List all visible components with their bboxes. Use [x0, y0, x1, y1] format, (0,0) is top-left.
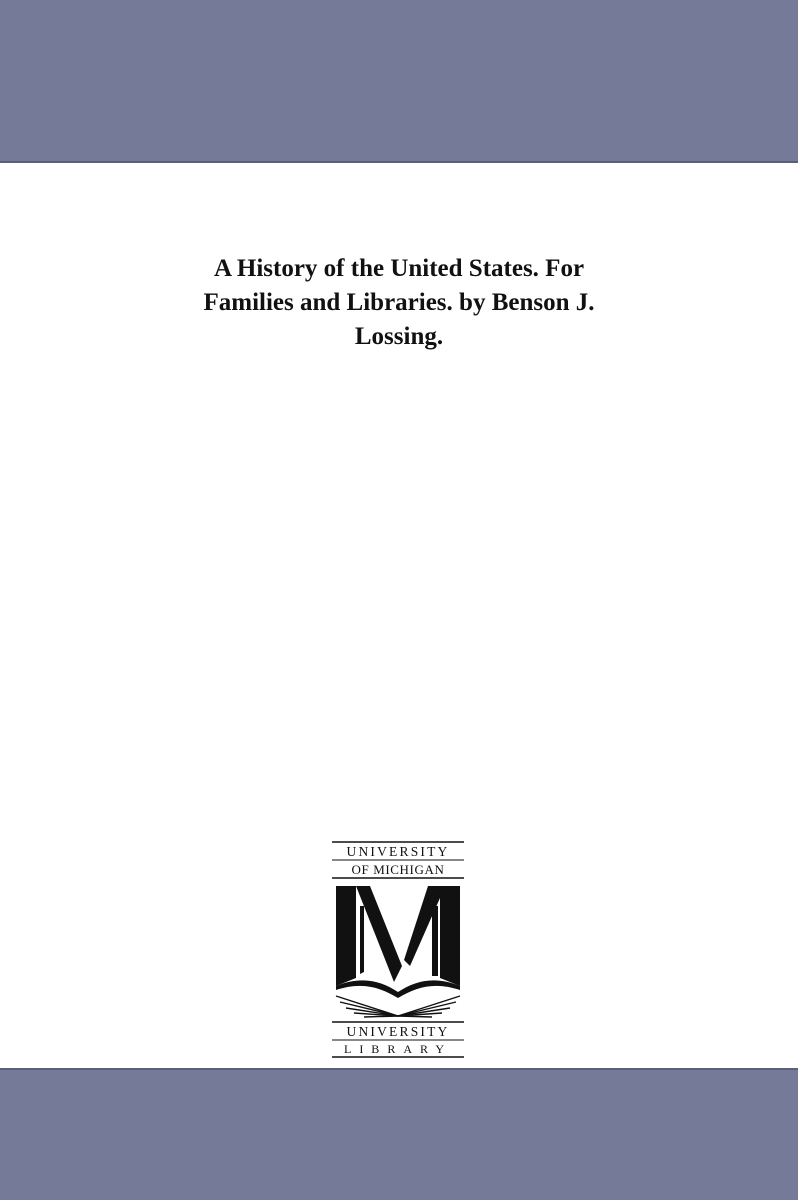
m-emblem: [336, 886, 460, 998]
bottom-band: [0, 1068, 798, 1200]
book-title: [100, 252, 698, 354]
logo-text-library: LIBRARY: [343, 1042, 453, 1056]
university-of-michigan-library-logo: [330, 840, 466, 1058]
title-line-3: Lossing.: [354, 323, 444, 350]
title-line-1: A History of the United States. For: [213, 255, 585, 282]
open-book-graphic: [336, 996, 460, 1017]
logo-text-university-top: UNIVERSITY: [346, 844, 450, 859]
logo-text-of-michigan: OF MICHIGAN: [351, 862, 445, 877]
logo-text-university-bottom: UNIVERSITY: [346, 1024, 450, 1039]
top-band: [0, 0, 798, 163]
title-line-2: Families and Libraries. by Benson J.: [203, 289, 595, 316]
